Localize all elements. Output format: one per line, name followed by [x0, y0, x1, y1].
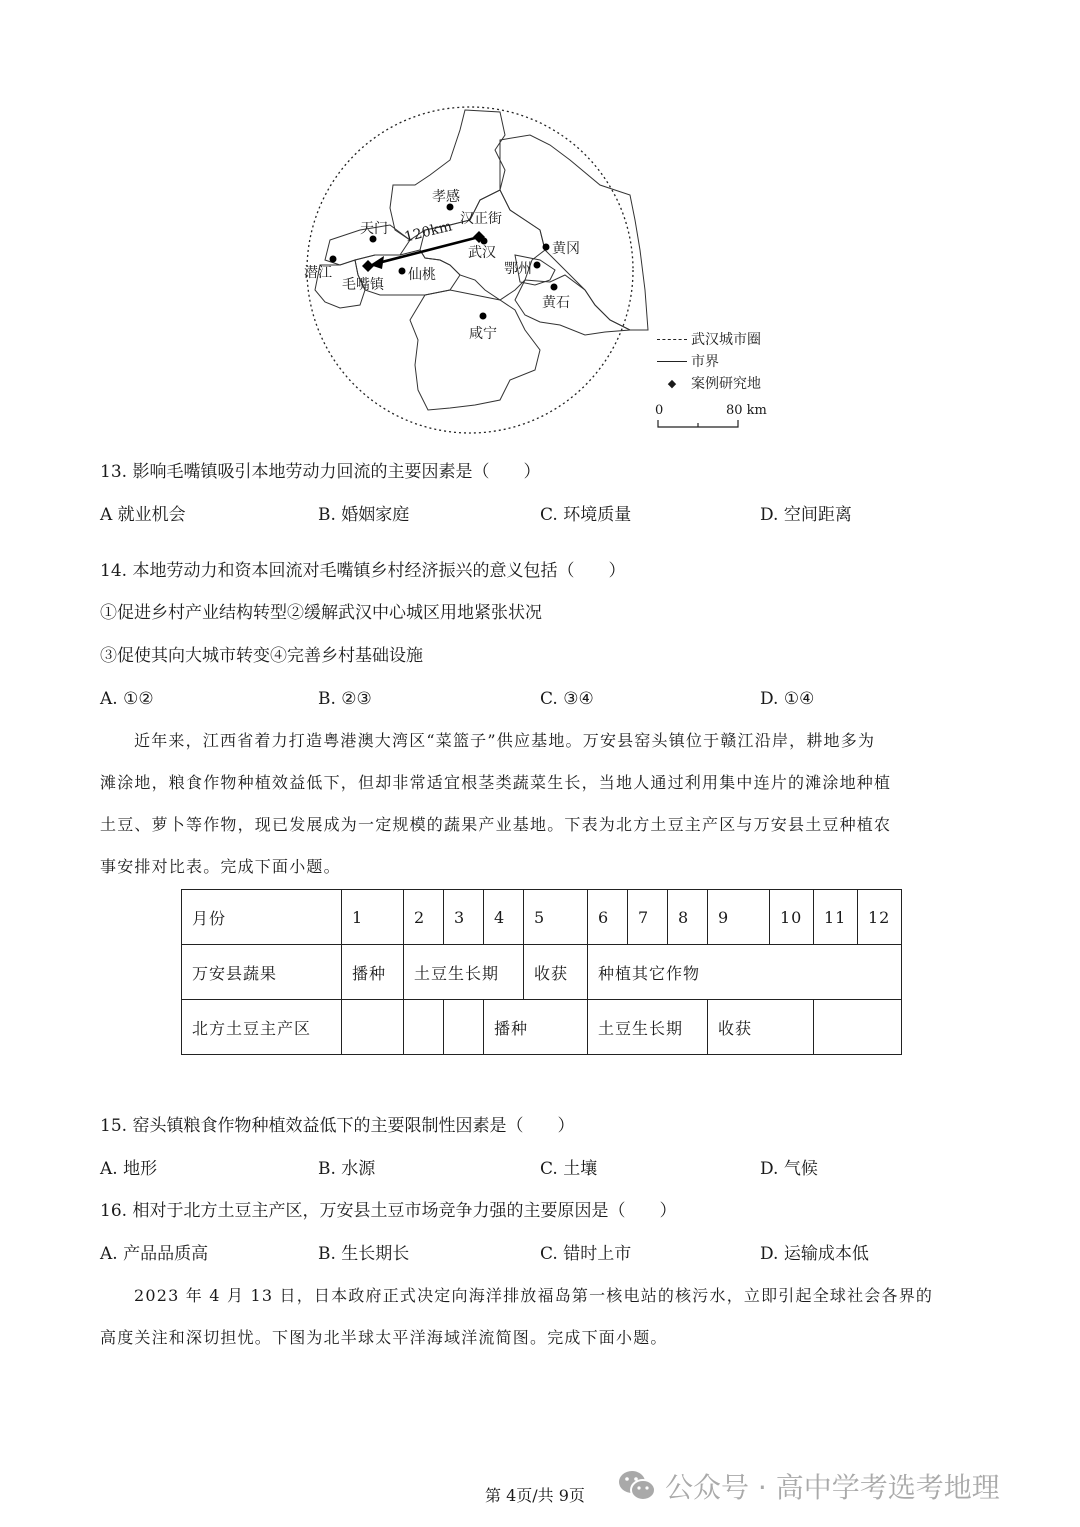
q13-option-b[interactable]: B. 婚姻家庭 [318, 505, 410, 525]
question-13-stem: 13. 影响毛嘴镇吸引本地劳动力回流的主要因素是（ ） [100, 462, 541, 482]
city-label-qianjiang: 潜江 [304, 265, 332, 281]
q13-option-c[interactable]: C. 环境质量 [540, 505, 632, 525]
city-label-xiaogan: 孝感 [432, 189, 460, 205]
passage-fukushima: 2023 年 4 月 13 日，日本政府正式决定向海洋排放福岛第一核电站的核污水，立即引起全球社会各界的 高度关注和深切担忧。下图为北半球太平洋海域洋流简图。完成下面小题。 [100, 1286, 934, 1347]
q15-option-c[interactable]: C. 土壤 [540, 1159, 598, 1179]
legend-item-city-circle: 武汉城市圈 [657, 328, 797, 350]
q14-option-b[interactable]: B. ②③ [318, 689, 372, 709]
city-label-ezhou: 鄂州 [504, 261, 532, 277]
q14-statement-line-2: ③促使其向大城市转变④完善乡村基础设施 [100, 646, 423, 666]
legend-item-case-site: ◆ 案例研究地 [657, 372, 797, 394]
city-label-xianning: 咸宁 [469, 326, 497, 342]
diamond-icon: ◆ [667, 376, 677, 390]
wechat-icon [617, 1469, 657, 1503]
table-header-row: 月份 1 2 3 4 5 6 7 8 9 10 11 12 [182, 890, 902, 945]
q14-statement-line-1: ①促进乡村产业结构转型②缓解武汉中心城区用地紧张状况 [100, 603, 542, 623]
scale-bar: 0 80 km [655, 403, 775, 431]
legend-item-city-boundary: 市界 [657, 350, 797, 372]
table-row-wanan: 万安县蔬果 播种 土豆生长期 收获 种植其它作物 [182, 945, 902, 1000]
city-label-tianmen: 天门 [360, 221, 388, 237]
question-16-stem: 16. 相对于北方土豆主产区，万安县土豆市场竞争力强的主要原因是（ ） [100, 1201, 677, 1221]
dashed-line-icon [657, 339, 687, 340]
city-label-maozuizhen: 毛嘴镇 [342, 277, 384, 293]
watermark: 公众号 · 高中学考选考地理 [617, 1466, 1000, 1506]
q13-option-d[interactable]: D. 空间距离 [760, 505, 852, 525]
farming-schedule-table [181, 889, 902, 1055]
city-label-huanggang: 黄冈 [552, 241, 580, 257]
map-legend [657, 328, 797, 394]
q15-option-b[interactable]: B. 水源 [318, 1159, 376, 1179]
q15-option-a[interactable]: A. 地形 [100, 1159, 158, 1179]
passage-wanan-potato: 近年来，江西省着力打造粤港澳大湾区“菜篮子”供应基地。万安县窑头镇位于赣江沿岸，耕地多为 滩涂地，粮食作物种植效益低下，但却非常适宜根茎类蔬菜生长，当地人通过利用集中连片的滩涂地种植 土豆、萝卜等作物，现已发展成为一定规模的蔬果产业基地。下表为北方土豆主产区与万安县土豆种植农 事安排对比表。完成下面小题。 [100, 731, 892, 876]
q16-option-c[interactable]: C. 错时上市 [540, 1244, 632, 1264]
city-label-wuhan: 武汉 [468, 245, 496, 261]
question-14-stem: 14. 本地劳动力和资本回流对毛嘴镇乡村经济振兴的意义包括（ ） [100, 561, 626, 581]
wuhan-city-circle-map [300, 90, 790, 440]
q16-option-d[interactable]: D. 运输成本低 [760, 1244, 869, 1264]
city-label-xiantao: 仙桃 [408, 267, 436, 283]
table-row-north: 北方土豆主产区 播种 土豆生长期 收获 [182, 1000, 902, 1055]
q15-option-d[interactable]: D. 气候 [760, 1159, 818, 1179]
city-label-huangshi: 黄石 [542, 295, 570, 311]
question-15-stem: 15. 窑头镇粮食作物种植效益低下的主要限制性因素是（ ） [100, 1116, 575, 1136]
q16-option-a[interactable]: A. 产品品质高 [100, 1244, 209, 1264]
solid-line-icon [657, 361, 687, 362]
distance-label: 120km [402, 218, 454, 246]
page-number: 第 4页/共 9页 [485, 1486, 585, 1505]
q14-option-a[interactable]: A. ①② [100, 689, 154, 709]
q13-option-a[interactable]: A 就业机会 [100, 505, 186, 525]
q16-option-b[interactable]: B. 生长期长 [318, 1244, 410, 1264]
q14-option-d[interactable]: D. ①④ [760, 689, 815, 709]
month-header: 月份 [182, 890, 342, 945]
city-label-hanzhengjie: 汉正街 [460, 211, 502, 227]
q14-option-c[interactable]: C. ③④ [540, 689, 594, 709]
